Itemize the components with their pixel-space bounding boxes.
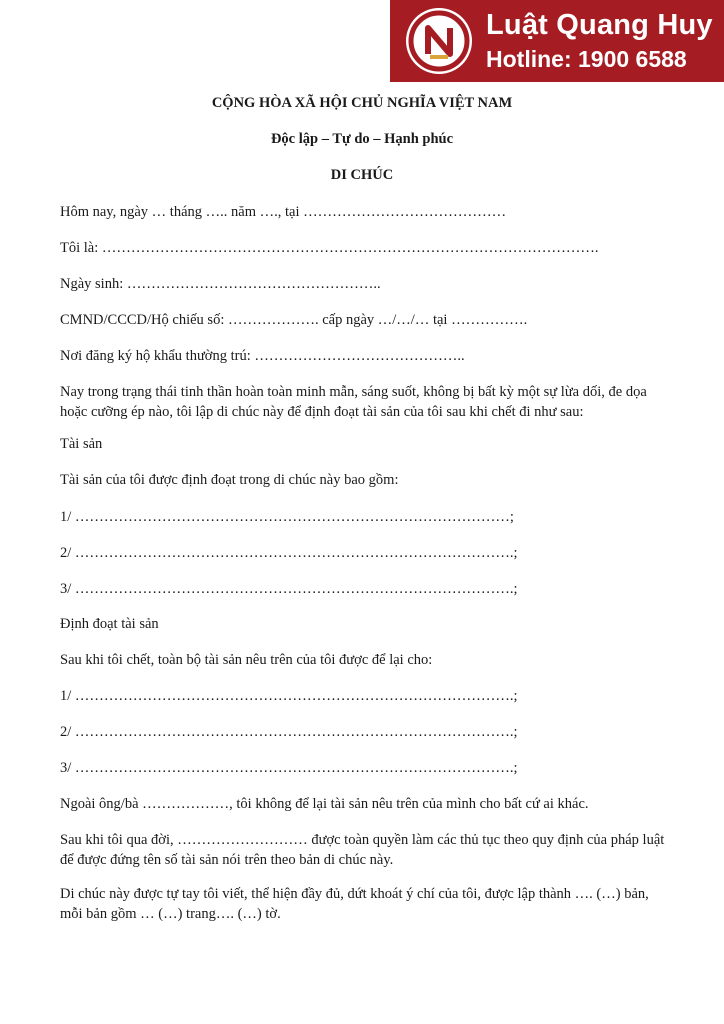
id-line: CMND/CCCD/Hộ chiếu số: ………………. cấp ngày …/…/… tại ……………. [60, 312, 528, 328]
intro-paragraph: Nay trong trạng thái tinh thần hoàn toàn minh mẫn, sáng suốt, không bị bất kỳ một sự lừa dối, đe dọa hoặc cưỡng ép nào, tôi lập di chúc này để định đoạt tài sản của tôi sau khi chết đi như sau: [60, 384, 647, 420]
dob-line: Ngày sinh: …………………………………………….. [60, 276, 381, 292]
asset-item: 2/ ……………………………………………………………………………….; [60, 545, 518, 561]
document-title: DI CHÚC [330, 167, 394, 183]
residence-line: Nơi đăng ký hộ khẩu thường trú: …………………………………….. [60, 348, 465, 364]
closing-paragraph: Di chúc này được tự tay tôi viết, thể hiện đầy đủ, dứt khoát ý chí của tôi, được lập thành …. (…) bản, mỗi bản gồm … (…) trang…. (…) tờ. [60, 886, 649, 922]
executor-paragraph: Sau khi tôi qua đời, ……………………… được toàn quyền làm các thủ tục theo quy định của pháp luật để được đứng tên số tài sản nói trên theo bản di chúc này. [60, 832, 665, 868]
disposition-heading: Định đoạt tài sản [60, 616, 159, 632]
nation-heading: CỘNG HÒA XÃ HỘI CHỦ NGHĨA VIỆT NAM [211, 95, 513, 111]
exclusion-line: Ngoài ông/bà ………………, tôi không để lại tài sản nêu trên của mình cho bất cứ ai khác. [60, 796, 589, 812]
date-line: Hôm nay, ngày … tháng ….. năm …., tại …………………………………… [60, 204, 507, 220]
brand-name: Luật Quang Huy [486, 9, 713, 41]
motto-heading: Độc lập – Tự do – Hạnh phúc [270, 131, 454, 147]
assets-intro: Tài sản của tôi được định đoạt trong di chúc này bao gồm: [60, 472, 399, 488]
name-line: Tôi là: …………………………………………………………………………………………. [60, 240, 599, 256]
heir-item: 1/ ……………………………………………………………………………….; [60, 688, 518, 704]
disposition-intro: Sau khi tôi chết, toàn bộ tài sản nêu trên của tôi được để lại cho: [60, 652, 433, 668]
heir-item: 2/ ……………………………………………………………………………….; [60, 724, 518, 740]
heir-item: 3/ ……………………………………………………………………………….; [60, 760, 518, 776]
asset-item: 3/ ……………………………………………………………………………….; [60, 581, 518, 597]
hotline-text: Hotline: 1900 6588 [486, 46, 687, 72]
asset-item: 1/ ………………………………………………………………………………; [60, 509, 514, 525]
assets-heading: Tài sản [60, 436, 103, 452]
